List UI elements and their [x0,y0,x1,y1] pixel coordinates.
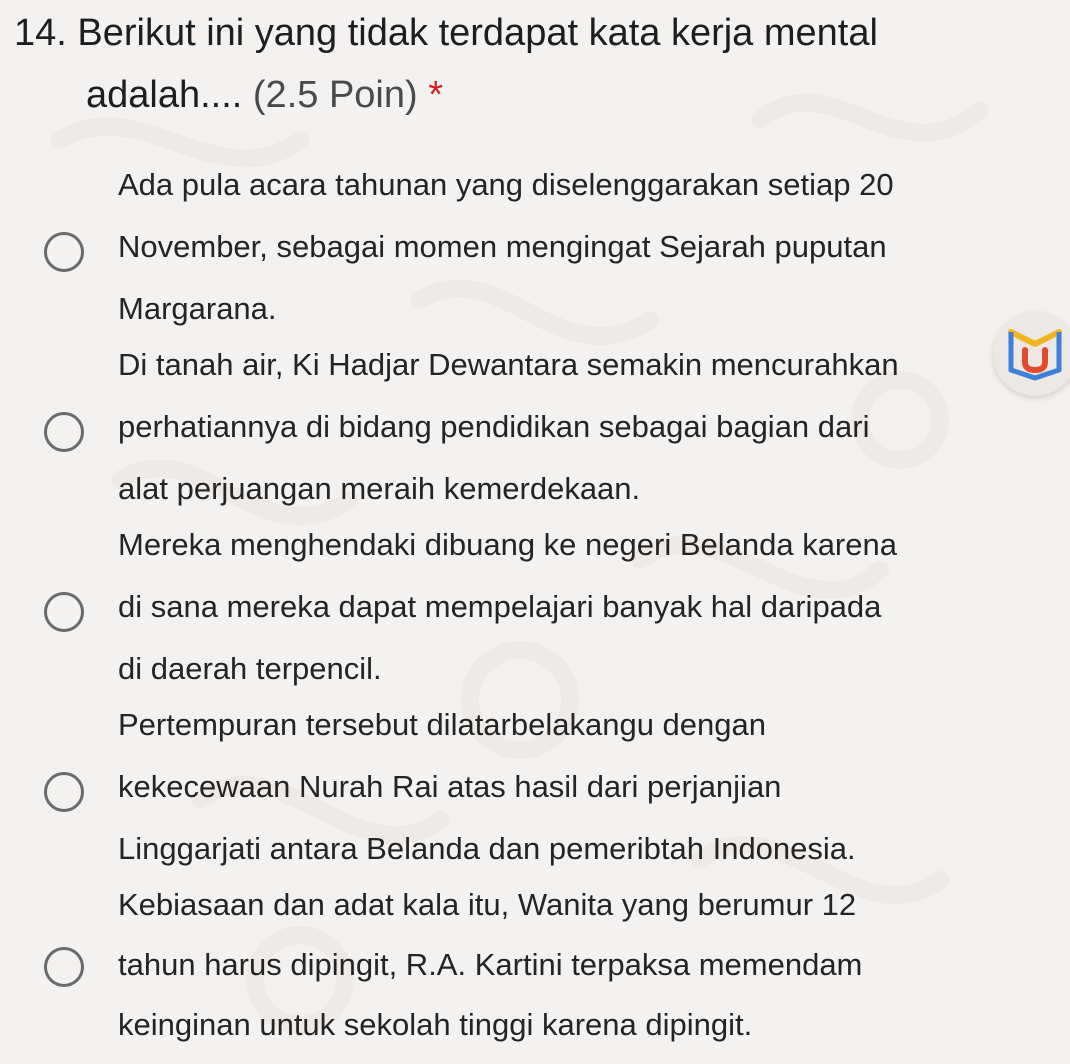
option-5[interactable] [0,875,1070,1055]
option-3-line-2: di sana mereka dapat mempelajari banyak hal daripada [118,589,882,624]
option-2[interactable] [0,335,1070,515]
option-2-line-2: perhatiannya di bidang pendidikan sebagai bagian dari [118,409,870,444]
option-1-line-3: Margarana. [118,291,277,326]
option-4-line-2: kekecewaan Nurah Rai atas hasil dari perjanjian [118,769,782,804]
option-1-radio[interactable] [44,232,84,272]
option-3-line-3: di daerah terpencil. [118,651,382,686]
question-points: (2.5 Poin) [252,74,418,116]
option-1[interactable] [0,155,1070,335]
option-4-line-3: Linggarjati antara Belanda dan pemeribtah Indonesia. [118,831,856,866]
option-5-line-1: Kebiasaan dan adat kala itu, Wanita yang berumur 12 [118,887,857,922]
option-3[interactable] [0,515,1070,695]
question-text-line-2: adalah.... [86,74,243,116]
option-3-radio[interactable] [44,592,84,632]
option-4-line-1: Pertempuran tersebut dilatarbelakangu dengan [118,707,767,742]
required-mark: * [428,74,444,116]
question-number: 14. [14,12,67,54]
option-5-line-3: keinginan untuk sekolah tinggi karena dipingit. [118,1007,753,1042]
immersive-reader-button[interactable] [993,312,1070,396]
option-5-line-2: tahun harus dipingit, R.A. Kartini terpaksa memendam [118,947,863,982]
option-5-radio[interactable] [44,947,84,987]
option-4-radio[interactable] [44,772,84,812]
option-3-line-1: Mereka menghendaki dibuang ke negeri Belanda karena [118,527,897,562]
option-4[interactable] [0,695,1070,875]
option-2-line-3: alat perjuangan meraih kemerdekaan. [118,471,641,506]
question-line-1 [14,2,1014,64]
option-2-line-1: Di tanah air, Ki Hadjar Dewantara semakin mencurahkan [118,347,899,382]
question-line-2 [14,64,1014,126]
immersive-reader-icon [1005,326,1065,382]
option-1-line-1: Ada pula acara tahunan yang diselenggarakan setiap 20 [118,167,894,202]
option-1-line-2: November, sebagai momen mengingat Sejarah puputan [118,229,887,264]
question-text-line-1: Berikut ini yang tidak terdapat kata kerja mental [77,12,878,54]
option-2-radio[interactable] [44,412,84,452]
question-title [14,2,1014,126]
